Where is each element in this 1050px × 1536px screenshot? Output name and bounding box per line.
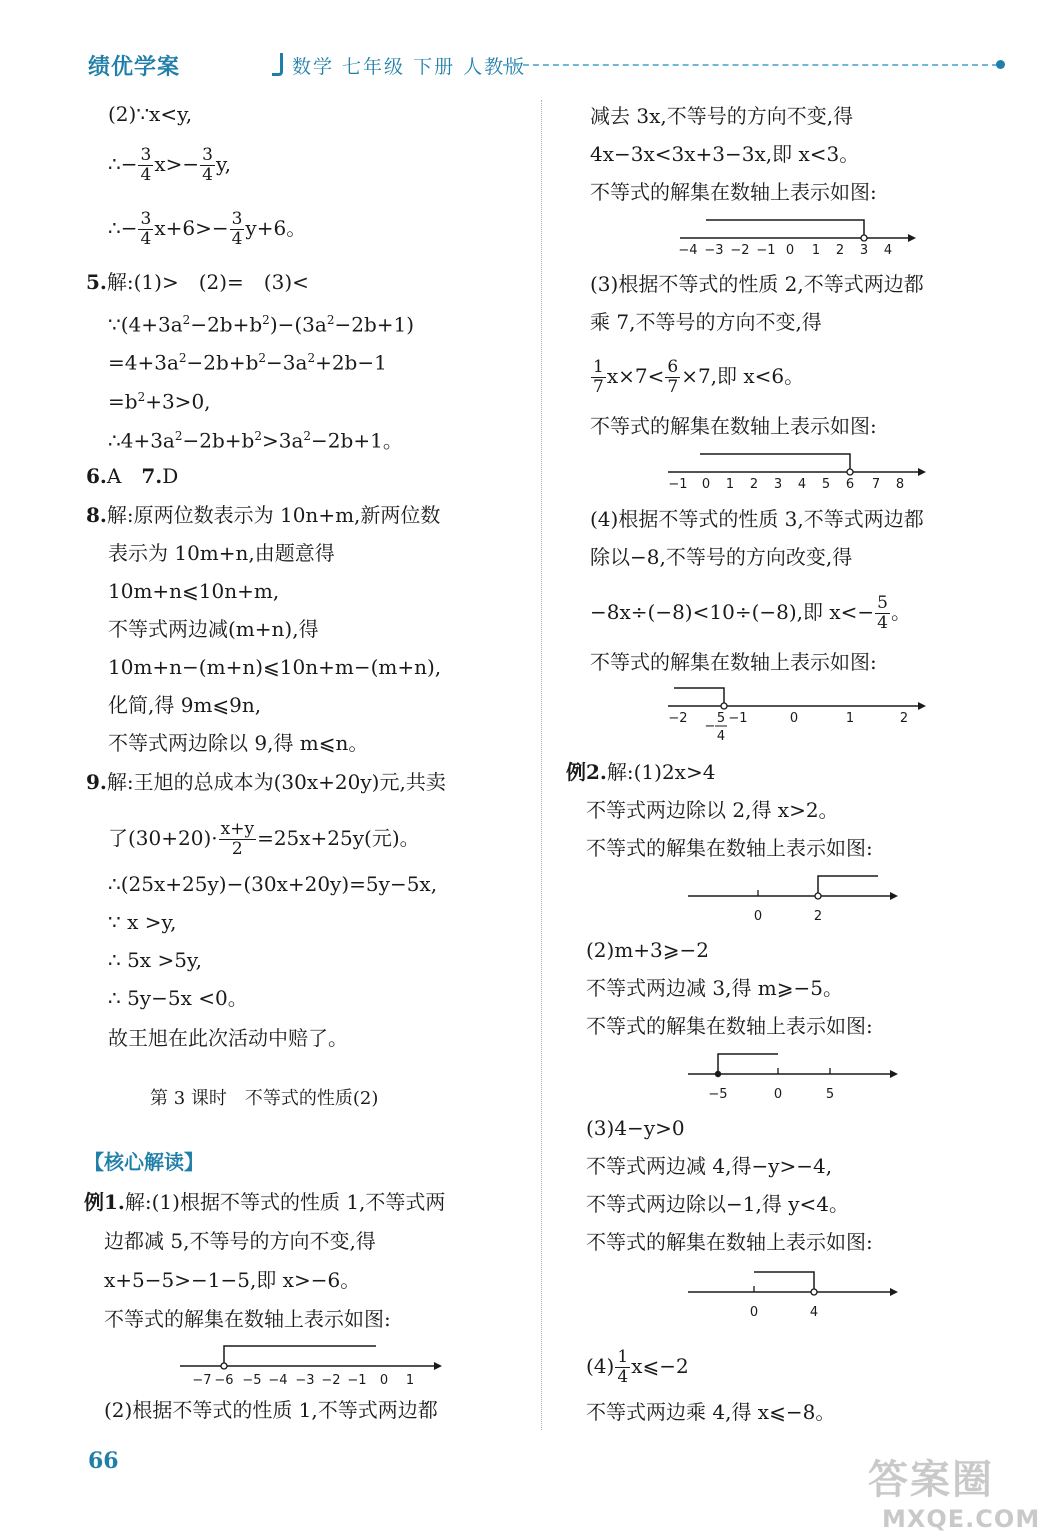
svg-text:4: 4 (797, 477, 807, 492)
svg-text:0: 0 (753, 909, 763, 924)
number-line-7 (686, 1264, 898, 1320)
page-header (88, 50, 1008, 80)
svg-text:−2: −2 (668, 711, 688, 726)
svg-text:−5: −5 (242, 1373, 262, 1388)
text-line: 不等式的解集在数轴上表示如图: (590, 180, 877, 204)
math-line: $\therefore 4+3a^2-2b+b^2>3a^2-2b+1$。 (108, 428, 403, 453)
math-line: $=4+3a^2-2b+b^2-3a^2+2b-1$ (108, 350, 387, 375)
svg-text:−6: −6 (214, 1373, 234, 1388)
text-line: (2)∵x<y, (108, 102, 193, 126)
math-line: ∴− $\frac{3}{4}$ x+6>− $\frac{3}{4}$ y+6。 (108, 209, 307, 249)
svg-text:8: 8 (895, 477, 905, 492)
brand-mark (272, 53, 283, 76)
svg-text:5: 5 (825, 1087, 835, 1102)
svg-text:3: 3 (859, 243, 869, 258)
text-line: 边都减 5,不等号的方向不变,得 (104, 1229, 376, 1253)
svg-text:−1: −1 (347, 1373, 367, 1388)
text-line: 不等式的解集在数轴上表示如图: (586, 836, 873, 860)
text-line: 不等式两边减 4,得−y>−4, (586, 1154, 833, 1178)
number-line-3 (664, 446, 926, 492)
text-line: x+5−5>−1−5,即 x>−6。 (104, 1268, 361, 1292)
text-line: ∵ x >y, (108, 910, 177, 934)
svg-text:−1: −1 (728, 711, 748, 726)
svg-text:−1: −1 (756, 243, 776, 258)
example-1: 例1.解:(1)根据不等式的性质 1,不等式两 (84, 1190, 446, 1214)
math-line: $\frac{1}{7}$ x×7< $\frac{6}{7}$ ×7,即 x<6。 (593, 357, 805, 397)
text-line: 不等式两边除以 2,得 x>2。 (586, 798, 839, 822)
svg-text:1: 1 (405, 1373, 415, 1388)
text-line: (2)m+3⩾−2 (586, 938, 710, 962)
svg-text:2: 2 (749, 477, 759, 492)
svg-text:−: − (704, 719, 716, 734)
svg-text:−3: −3 (704, 243, 724, 258)
svg-text:0: 0 (379, 1373, 389, 1388)
core-heading: 【核心解读】 (84, 1150, 204, 1174)
svg-text:−4: −4 (268, 1373, 288, 1388)
svg-text:0: 0 (773, 1087, 783, 1102)
question-5: 5.解:(1)> (2)= (3)< (86, 270, 309, 294)
text-line: 乘 7,不等号的方向不变,得 (590, 310, 822, 334)
svg-text:2: 2 (813, 909, 823, 924)
svg-text:−2: −2 (321, 1373, 341, 1388)
header-dashed-line (503, 64, 998, 66)
svg-text:4: 4 (883, 243, 893, 258)
number-line-1 (176, 1336, 440, 1386)
svg-text:0: 0 (789, 711, 799, 726)
math-line: −8x÷(−8)<10÷(−8),即 x<− $\frac{5}{4}$ 。 (590, 593, 911, 633)
svg-text:4: 4 (809, 1305, 819, 1320)
text-line: (3)4−y>0 (586, 1116, 685, 1140)
text-line: ∴ 5x >5y, (108, 948, 202, 972)
text-line: 不等式的解集在数轴上表示如图: (590, 650, 877, 674)
svg-text:1: 1 (725, 477, 735, 492)
text-line: 不等式两边除以−1,得 y<4。 (586, 1192, 849, 1216)
book-subtitle: 数学 七年级 下册 人教版 (292, 56, 527, 78)
svg-text:6: 6 (845, 477, 855, 492)
watermark-logo: 答案圈 MXQE.COM (868, 1457, 1041, 1533)
text-line: 不等式两边乘 4,得 x⩽−8。 (586, 1400, 836, 1424)
text-line: ∴ 5y−5x <0。 (108, 986, 248, 1010)
question-8: 8.解:原两位数表示为 10n+m,新两位数 (86, 503, 441, 527)
text-line: ∴(25x+25y)−(30x+20y)=5y−5x, (108, 872, 438, 896)
text-line: (4)根据不等式的性质 3,不等式两边都 (590, 507, 924, 531)
text-line: 故王旭在此次活动中赔了。 (108, 1026, 348, 1050)
svg-text:4: 4 (716, 729, 726, 744)
text-line: 不等式的解集在数轴上表示如图: (590, 414, 877, 438)
text-line: (2)根据不等式的性质 1,不等式两边都 (104, 1398, 438, 1422)
header-dot (996, 60, 1005, 69)
svg-text:7: 7 (871, 477, 881, 492)
svg-text:5: 5 (821, 477, 831, 492)
text-line: 不等式的解集在数轴上表示如图: (104, 1307, 391, 1331)
text-line: 除以−8,不等号的方向改变,得 (590, 545, 853, 569)
svg-text:0: 0 (701, 477, 711, 492)
svg-text:2: 2 (899, 711, 909, 726)
brand-title: 绩优学案 (88, 55, 181, 80)
math-line: $\because(4+3a^2-2b+b^2)-(3a^2-2b+1)$ (108, 312, 415, 337)
svg-text:−2: −2 (730, 243, 750, 258)
text-line: 表示为 10m+n,由题意得 (108, 541, 335, 565)
math-line: $=b^2+3>0$, (108, 389, 211, 414)
number-line-5 (686, 870, 898, 926)
text-line: 4x−3x<3x+3−3x,即 x<3。 (590, 142, 860, 166)
math-line: 了(30+20)· $\frac{x+y}{2}$ =25x+25y(元)。 (108, 819, 420, 859)
svg-text:−4: −4 (678, 243, 698, 258)
svg-text:5: 5 (716, 711, 726, 726)
number-line-6 (686, 1048, 898, 1104)
math-line: ∴− $\frac{3}{4}$ x>− $\frac{3}{4}$ y, (108, 145, 231, 185)
number-line-4 (664, 682, 926, 748)
text-line: 不等式两边除以 9,得 m⩽n。 (108, 731, 369, 755)
question-9: 9.解:王旭的总成本为(30x+20y)元,共卖 (86, 770, 446, 794)
svg-text:0: 0 (749, 1305, 759, 1320)
svg-text:−1: −1 (668, 477, 688, 492)
number-line-2 (676, 212, 916, 260)
text-line: 不等式两边减 3,得 m⩾−5。 (586, 976, 844, 1000)
text-line: 减去 3x,不等号的方向不变,得 (590, 104, 854, 128)
svg-text:3: 3 (773, 477, 783, 492)
svg-text:1: 1 (845, 711, 855, 726)
svg-text:−3: −3 (295, 1373, 315, 1388)
example-2: 例2.解:(1)2x>4 (566, 760, 716, 784)
text-line: 化简,得 9m⩽9n, (108, 693, 262, 717)
page-number: 66 (88, 1448, 119, 1474)
math-line: (4) $\frac{1}{4}$ x⩽−2 (586, 1347, 689, 1387)
text-line: 不等式两边减(m+n),得 (108, 617, 319, 641)
svg-text:0: 0 (785, 243, 795, 258)
text-line: 10m+n⩽10n+m, (108, 579, 280, 603)
section-title: 第 3 课时 不等式的性质(2) (150, 1088, 379, 1109)
text-line: (3)根据不等式的性质 2,不等式两边都 (590, 272, 924, 296)
question-6-7: 6.A 7.D (86, 464, 179, 488)
svg-text:1: 1 (811, 243, 821, 258)
text-line: 不等式的解集在数轴上表示如图: (586, 1014, 873, 1038)
text-line: 不等式的解集在数轴上表示如图: (586, 1230, 873, 1254)
text-line: 10m+n−(m+n)⩽10n+m−(m+n), (108, 655, 442, 679)
svg-text:2: 2 (835, 243, 845, 258)
svg-text:−5: −5 (708, 1087, 728, 1102)
svg-text:−7: −7 (192, 1373, 212, 1388)
column-divider (541, 100, 542, 1430)
